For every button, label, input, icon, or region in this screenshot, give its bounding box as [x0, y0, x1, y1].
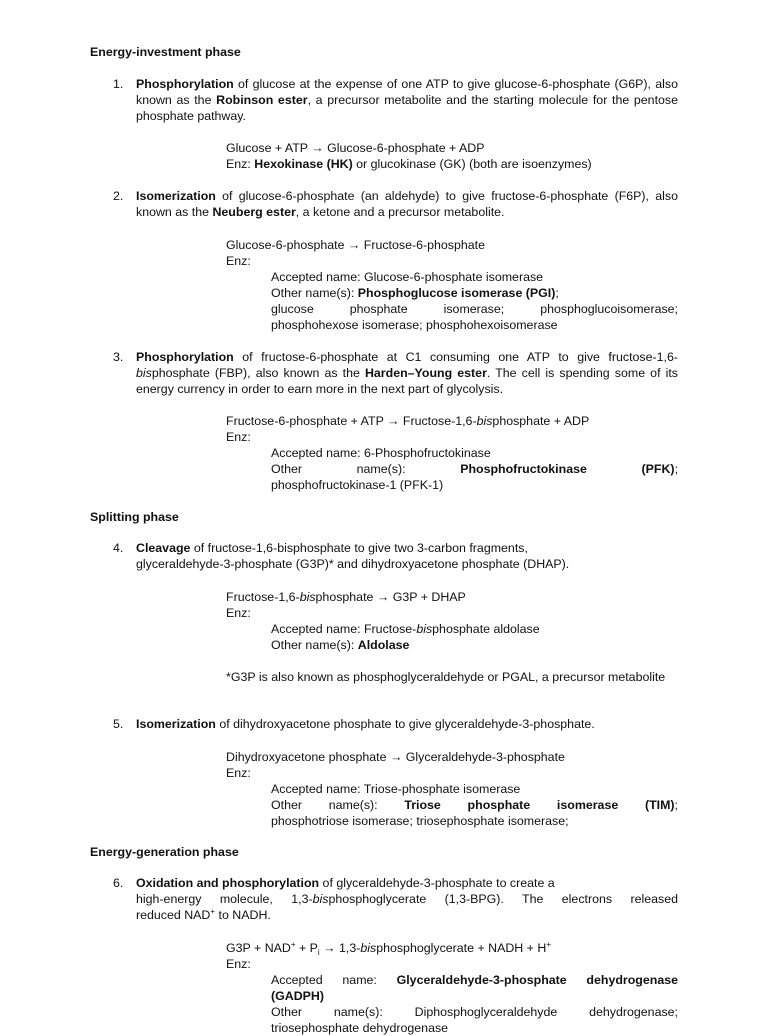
arrow-icon: → [376, 590, 390, 604]
step-5-enz-label: Enz: [226, 766, 251, 780]
step-2-term: Isomerization [136, 189, 216, 203]
step-1-enzyme: Enz: Hexokinase (HK) or glucokinase (GK) (both are isoenzymes) [226, 157, 592, 171]
step-4-description-line2: glyceraldehyde-3-phosphate (G3P)* and dihydroxyacetone phosphate (DHAP). [136, 557, 570, 571]
arrow-icon: → [389, 750, 403, 764]
arrow-icon: → [311, 141, 324, 155]
step-6-equation: $G3P + NAD^+ + P_i$ → 1,3-bisphosphoglycerate + NADH + H+ [226, 940, 551, 957]
step-4-accepted-name: Accepted name: Fructose-bisphosphate aldolase [271, 622, 540, 636]
step-2-other-names-line3: phosphohexose isomerase; phosphohexoisomerase [271, 318, 558, 332]
step-number-6: 6. [113, 876, 124, 890]
step-6-description-line2: high-energy molecule, 1,3-bisphosphoglycerate (1,3-BPG). The electrons released [136, 892, 678, 906]
step-1-equation: Glucose + ATP → Glucose-6-phosphate + ADP [226, 141, 485, 155]
step-1-description: Phosphorylation of glucose at the expense of one ATP to give glucose-6-phosphate (G6P), also known as the Robinson ester, a precursor metabolite and the starting molecule for the pentose phosphate pathway. [136, 77, 678, 123]
step-number-2: 2. [113, 189, 124, 203]
section-heading-generation: Energy-generation phase [90, 845, 239, 859]
arrow-icon: → [387, 414, 400, 428]
step-4-equation: Fructose-1,6-bisphosphate → G3P + DHAP [226, 590, 466, 604]
step-4-term: Cleavage [136, 541, 191, 555]
step-6-accepted-name: Accepted name: Glyceraldehyde-3-phosphate dehydrogenase [271, 973, 678, 987]
step-6-description-line3: reduced NAD+ to NADH. [136, 907, 271, 922]
step-2-other-names: Other name(s): Phosphoglucose isomerase (PGI); [271, 286, 559, 300]
step-2-equation: Glucose-6-phosphate → Fructose-6-phosphate [226, 238, 485, 252]
step-1-term: Phosphorylation [136, 77, 234, 91]
step-5-other-names-line2: phosphotriose isomerase; triosephosphate isomerase; [271, 814, 569, 828]
step-3-equation: Fructose-6-phosphate + ATP → Fructose-1,6-bisphosphate + ADP [226, 414, 590, 428]
step-5-term: Isomerization [136, 717, 216, 731]
neuberg-ester: Neuberg ester [212, 205, 296, 219]
step-6-other-names: Other name(s): Diphosphoglyceraldehyde dehydrogenase; [271, 1005, 678, 1019]
section-heading-investment: Energy-investment phase [90, 45, 241, 59]
step-6-accepted-name-line2: (GADPH) [271, 989, 324, 1003]
step-6-description-line1: Oxidation and phosphorylation of glyceraldehyde-3-phosphate to create a [136, 876, 555, 890]
harden-young-ester: Harden–Young ester [364, 366, 487, 380]
step-4-enz-label: Enz: [226, 606, 251, 620]
step-2-enz-label: Enz: [226, 254, 251, 268]
step-6-other-names-line2: triosephosphate dehydrogenase [271, 1021, 449, 1035]
step-number-5: 5. [113, 717, 124, 731]
step-2-other-names-line2: glucose phosphate isomerase; phosphoglucoisomerase; [271, 302, 678, 316]
step-3-other-names-line2: phosphofructokinase-1 (PFK-1) [271, 478, 444, 492]
step-6-term: Oxidation and phosphorylation [136, 876, 320, 890]
step-3-term: Phosphorylation [136, 350, 234, 364]
step-5-description: Isomerization of dihydroxyacetone phosphate to give glyceraldehyde-3-phosphate. [136, 717, 595, 731]
step-5-equation: Dihydroxyacetone phosphate → Glyceraldehyde-3-phosphate [226, 750, 565, 764]
arrow-icon: → [323, 941, 336, 955]
step-5-other-names: Other name(s): Triose phosphate isomerase (TIM); [271, 798, 678, 812]
step-2-accepted-name: Accepted name: Glucose-6-phosphate isomerase [271, 270, 544, 284]
robinson-ester: Robinson ester [216, 93, 308, 107]
step-4-description-line1: Cleavage of fructose-1,6-bisphosphate to give two 3-carbon fragments, [136, 541, 528, 555]
step-3-enz-label: Enz: [226, 430, 251, 444]
arrow-icon: → [347, 238, 361, 252]
step-3-description: Phosphorylation of fructose-6-phosphate at C1 consuming one ATP to give fructose-1,6-bisphosphate (FBP), also known as the Harden–Young ester. The cell is spending some of its energy currency in order to earn more in the next part of glycolysis. [136, 350, 679, 396]
step-5-accepted-name: Accepted name: Triose-phosphate isomerase [271, 782, 521, 796]
step-number-1: 1. [113, 77, 124, 91]
step-4-footnote: *G3P is also known as phosphoglyceraldehyde or PGAL, a precursor metabolite [226, 670, 666, 684]
step-3-other-names: Other name(s): Phosphofructokinase (PFK); [271, 462, 679, 476]
step-number-4: 4. [113, 541, 124, 555]
section-heading-splitting: Splitting phase [90, 510, 179, 524]
step-number-3: 3. [113, 350, 124, 364]
step-2-description: Isomerization of glucose-6-phosphate (an aldehyde) to give fructose-6-phosphate (F6P), also known as the Neuberg ester, a ketone and a precursor metabolite. [136, 189, 678, 219]
step-4-other-names: Other name(s): Aldolase [271, 638, 410, 652]
step-3-accepted-name: Accepted name: 6-Phosphofructokinase [271, 446, 491, 460]
step-6-enz-label: Enz: [226, 957, 251, 971]
